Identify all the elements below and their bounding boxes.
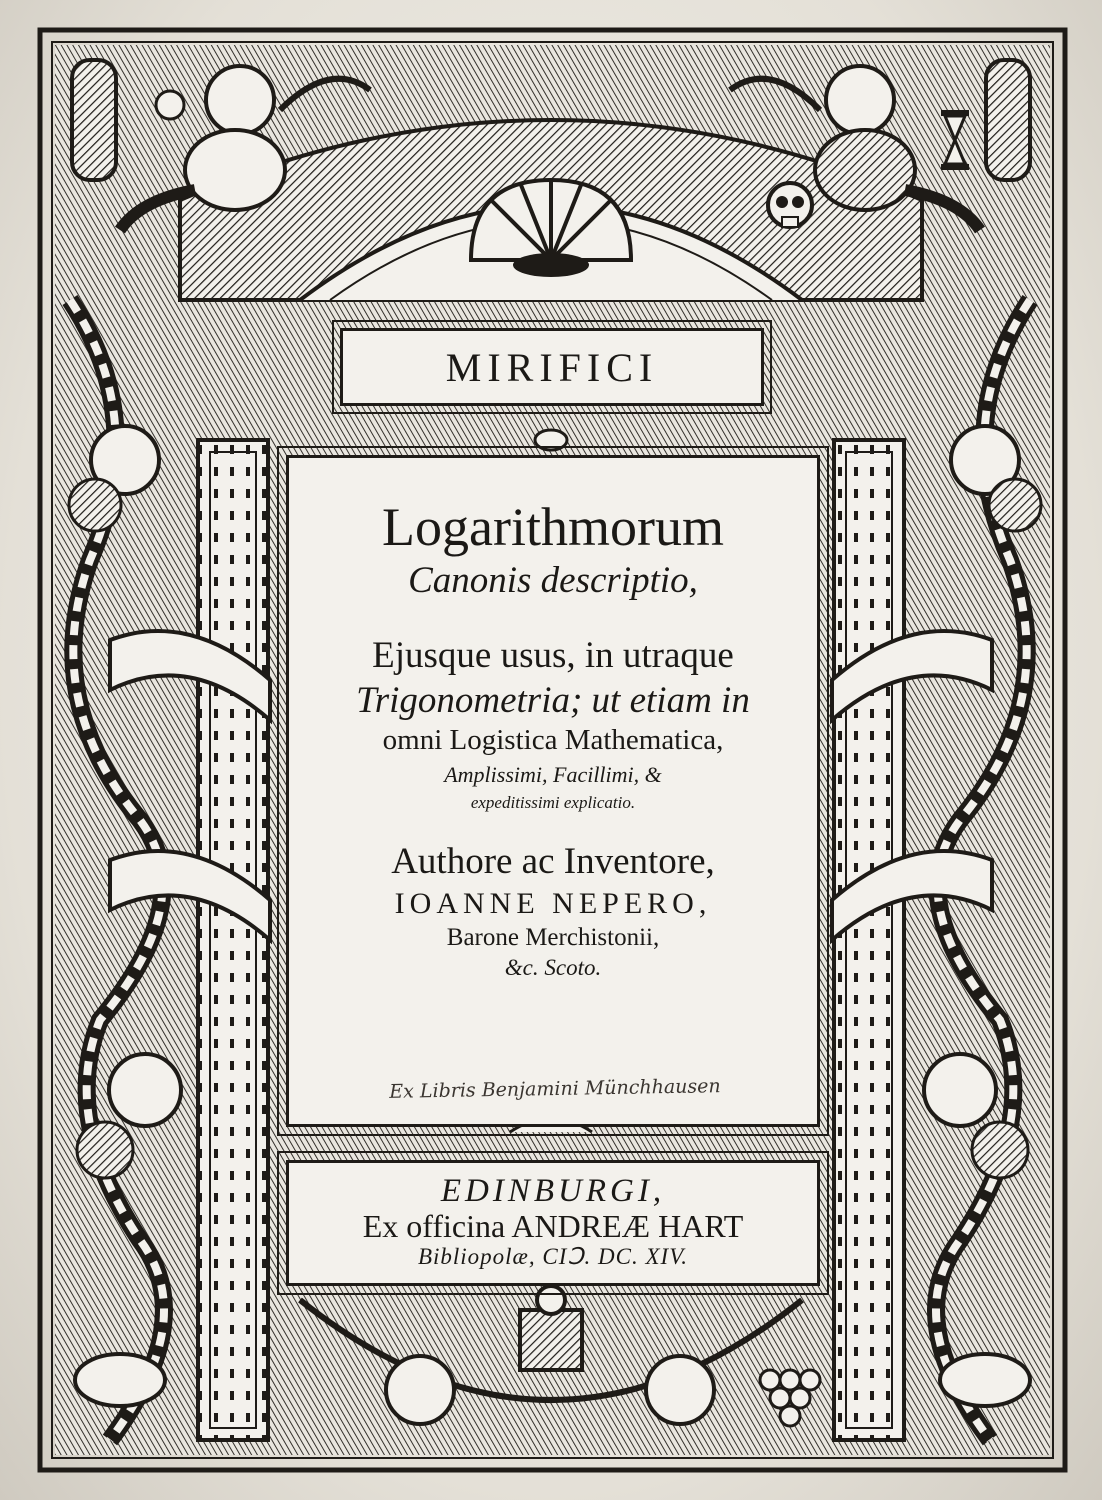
imprint-panel (286, 1160, 820, 1286)
author-title: Barone Merchistonii, (446, 923, 660, 951)
text-line: Ejusque usus, in utraque (372, 635, 734, 677)
left-pillar (198, 440, 268, 1440)
author-origin: &c. Scoto. (504, 955, 602, 981)
main-text-panel (286, 455, 820, 1127)
title-panel (340, 328, 764, 406)
author-name: IOANNE NEPERO, (394, 886, 712, 920)
right-pillar (834, 440, 904, 1440)
imprint-printer: Ex officina ANDREÆ HART (362, 1208, 744, 1245)
title-line: Logarithmorum (382, 497, 724, 557)
handwritten-inscription: Ex Libris Benjamini Münchhausen (389, 1075, 721, 1103)
text-line: expeditissimi explicatio. (470, 792, 636, 812)
subtitle-line: Canonis descriptio, (408, 560, 698, 602)
skull-icon (768, 183, 812, 227)
text-line: Amplissimi, Facillimi, & (444, 762, 662, 788)
author-line: Authore ac Inventore, (391, 841, 715, 883)
imprint-city: EDINBURGI, (440, 1173, 666, 1209)
text-line: Trigonometria; ut etiam in (356, 679, 750, 721)
imprint-date: Bibliopolæ, CIↃ. DC. XIV. (417, 1244, 689, 1270)
title-text: MIRIFICI (445, 344, 659, 390)
text-line: omni Logistica Mathematica, (382, 724, 724, 757)
